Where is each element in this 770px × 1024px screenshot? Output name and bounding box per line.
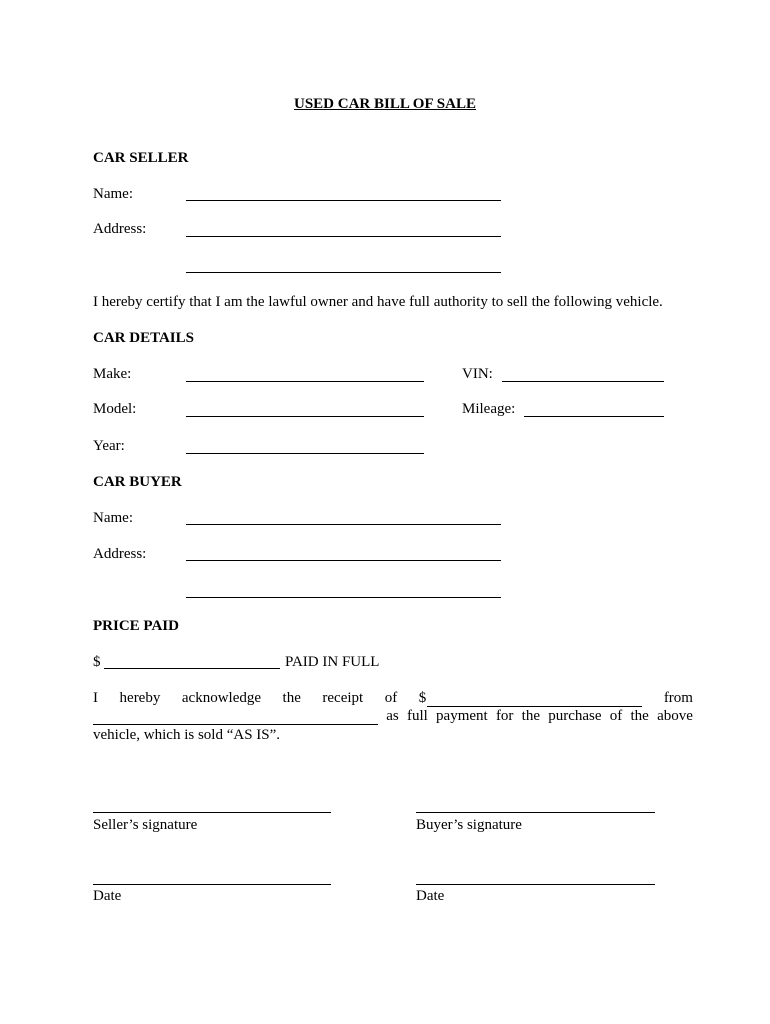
buyer-name-label: Name:	[93, 510, 133, 526]
seller-date-field[interactable]	[93, 884, 331, 885]
ack-word: the	[630, 708, 649, 724]
seller-heading: CAR SELLER	[93, 150, 189, 166]
details-heading: CAR DETAILS	[93, 330, 194, 346]
ack-dollar: $	[418, 690, 427, 706]
seller-address-field[interactable]	[186, 236, 501, 237]
model-label: Model:	[93, 401, 137, 417]
seller-name-label: Name:	[93, 186, 133, 202]
ack-word: of	[609, 708, 623, 724]
buyer-signature-field[interactable]	[416, 812, 655, 813]
ack-word: from	[663, 690, 693, 706]
buyer-address-field-line2[interactable]	[186, 597, 501, 598]
buyer-name-field[interactable]	[186, 524, 501, 525]
acknowledge-line-1	[93, 689, 693, 707]
ack-word: hereby	[119, 690, 161, 706]
year-field[interactable]	[186, 453, 424, 454]
make-label: Make:	[93, 366, 132, 382]
paid-in-full-label: PAID IN FULL	[285, 654, 380, 670]
mileage-label: Mileage:	[462, 401, 516, 417]
ack-word: above	[657, 708, 693, 724]
acknowledge-line-2	[93, 707, 693, 725]
ack-word: payment	[436, 708, 488, 724]
receipt-amount-field[interactable]	[427, 692, 642, 707]
ack-word: the	[282, 690, 301, 706]
year-label: Year:	[93, 438, 125, 454]
price-heading: PRICE PAID	[93, 618, 179, 634]
ack-word: of	[384, 690, 398, 706]
acknowledge-line-3: vehicle, which is sold “AS IS”.	[93, 727, 281, 743]
model-field[interactable]	[186, 416, 424, 417]
make-field[interactable]	[186, 381, 424, 382]
ack-word: receipt	[322, 690, 364, 706]
ack-word: I	[93, 690, 98, 706]
price-amount-field[interactable]	[104, 668, 280, 669]
seller-address-label: Address:	[93, 221, 147, 237]
buyer-address-field[interactable]	[186, 560, 501, 561]
buyer-signature-label: Buyer’s signature	[416, 817, 522, 833]
buyer-address-label: Address:	[93, 546, 147, 562]
mileage-field[interactable]	[524, 416, 664, 417]
ack-word: purchase	[548, 708, 602, 724]
receipt-amount-group	[419, 689, 643, 707]
ack-word: full	[406, 708, 428, 724]
seller-address-field-line2[interactable]	[186, 272, 501, 273]
seller-name-field[interactable]	[186, 200, 501, 201]
buyer-date-label: Date	[416, 888, 445, 904]
certify-statement: I hereby certify that I am the lawful owner and have full authority to sell the following vehicle.	[93, 294, 663, 310]
buyer-date-field[interactable]	[416, 884, 655, 885]
document-title: USED CAR BILL OF SALE	[294, 96, 476, 112]
price-dollar-sign: $	[93, 654, 101, 670]
ack-word: for	[495, 708, 514, 724]
seller-date-label: Date	[93, 888, 122, 904]
ack-word: as	[386, 708, 399, 724]
payer-name-field[interactable]	[93, 710, 378, 725]
seller-signature-label: Seller’s signature	[93, 817, 198, 833]
ack-word: the	[521, 708, 540, 724]
vin-field[interactable]	[502, 381, 664, 382]
vin-label: VIN:	[462, 366, 493, 382]
ack-word: acknowledge	[181, 690, 262, 706]
seller-signature-field[interactable]	[93, 812, 331, 813]
buyer-heading: CAR BUYER	[93, 474, 182, 490]
